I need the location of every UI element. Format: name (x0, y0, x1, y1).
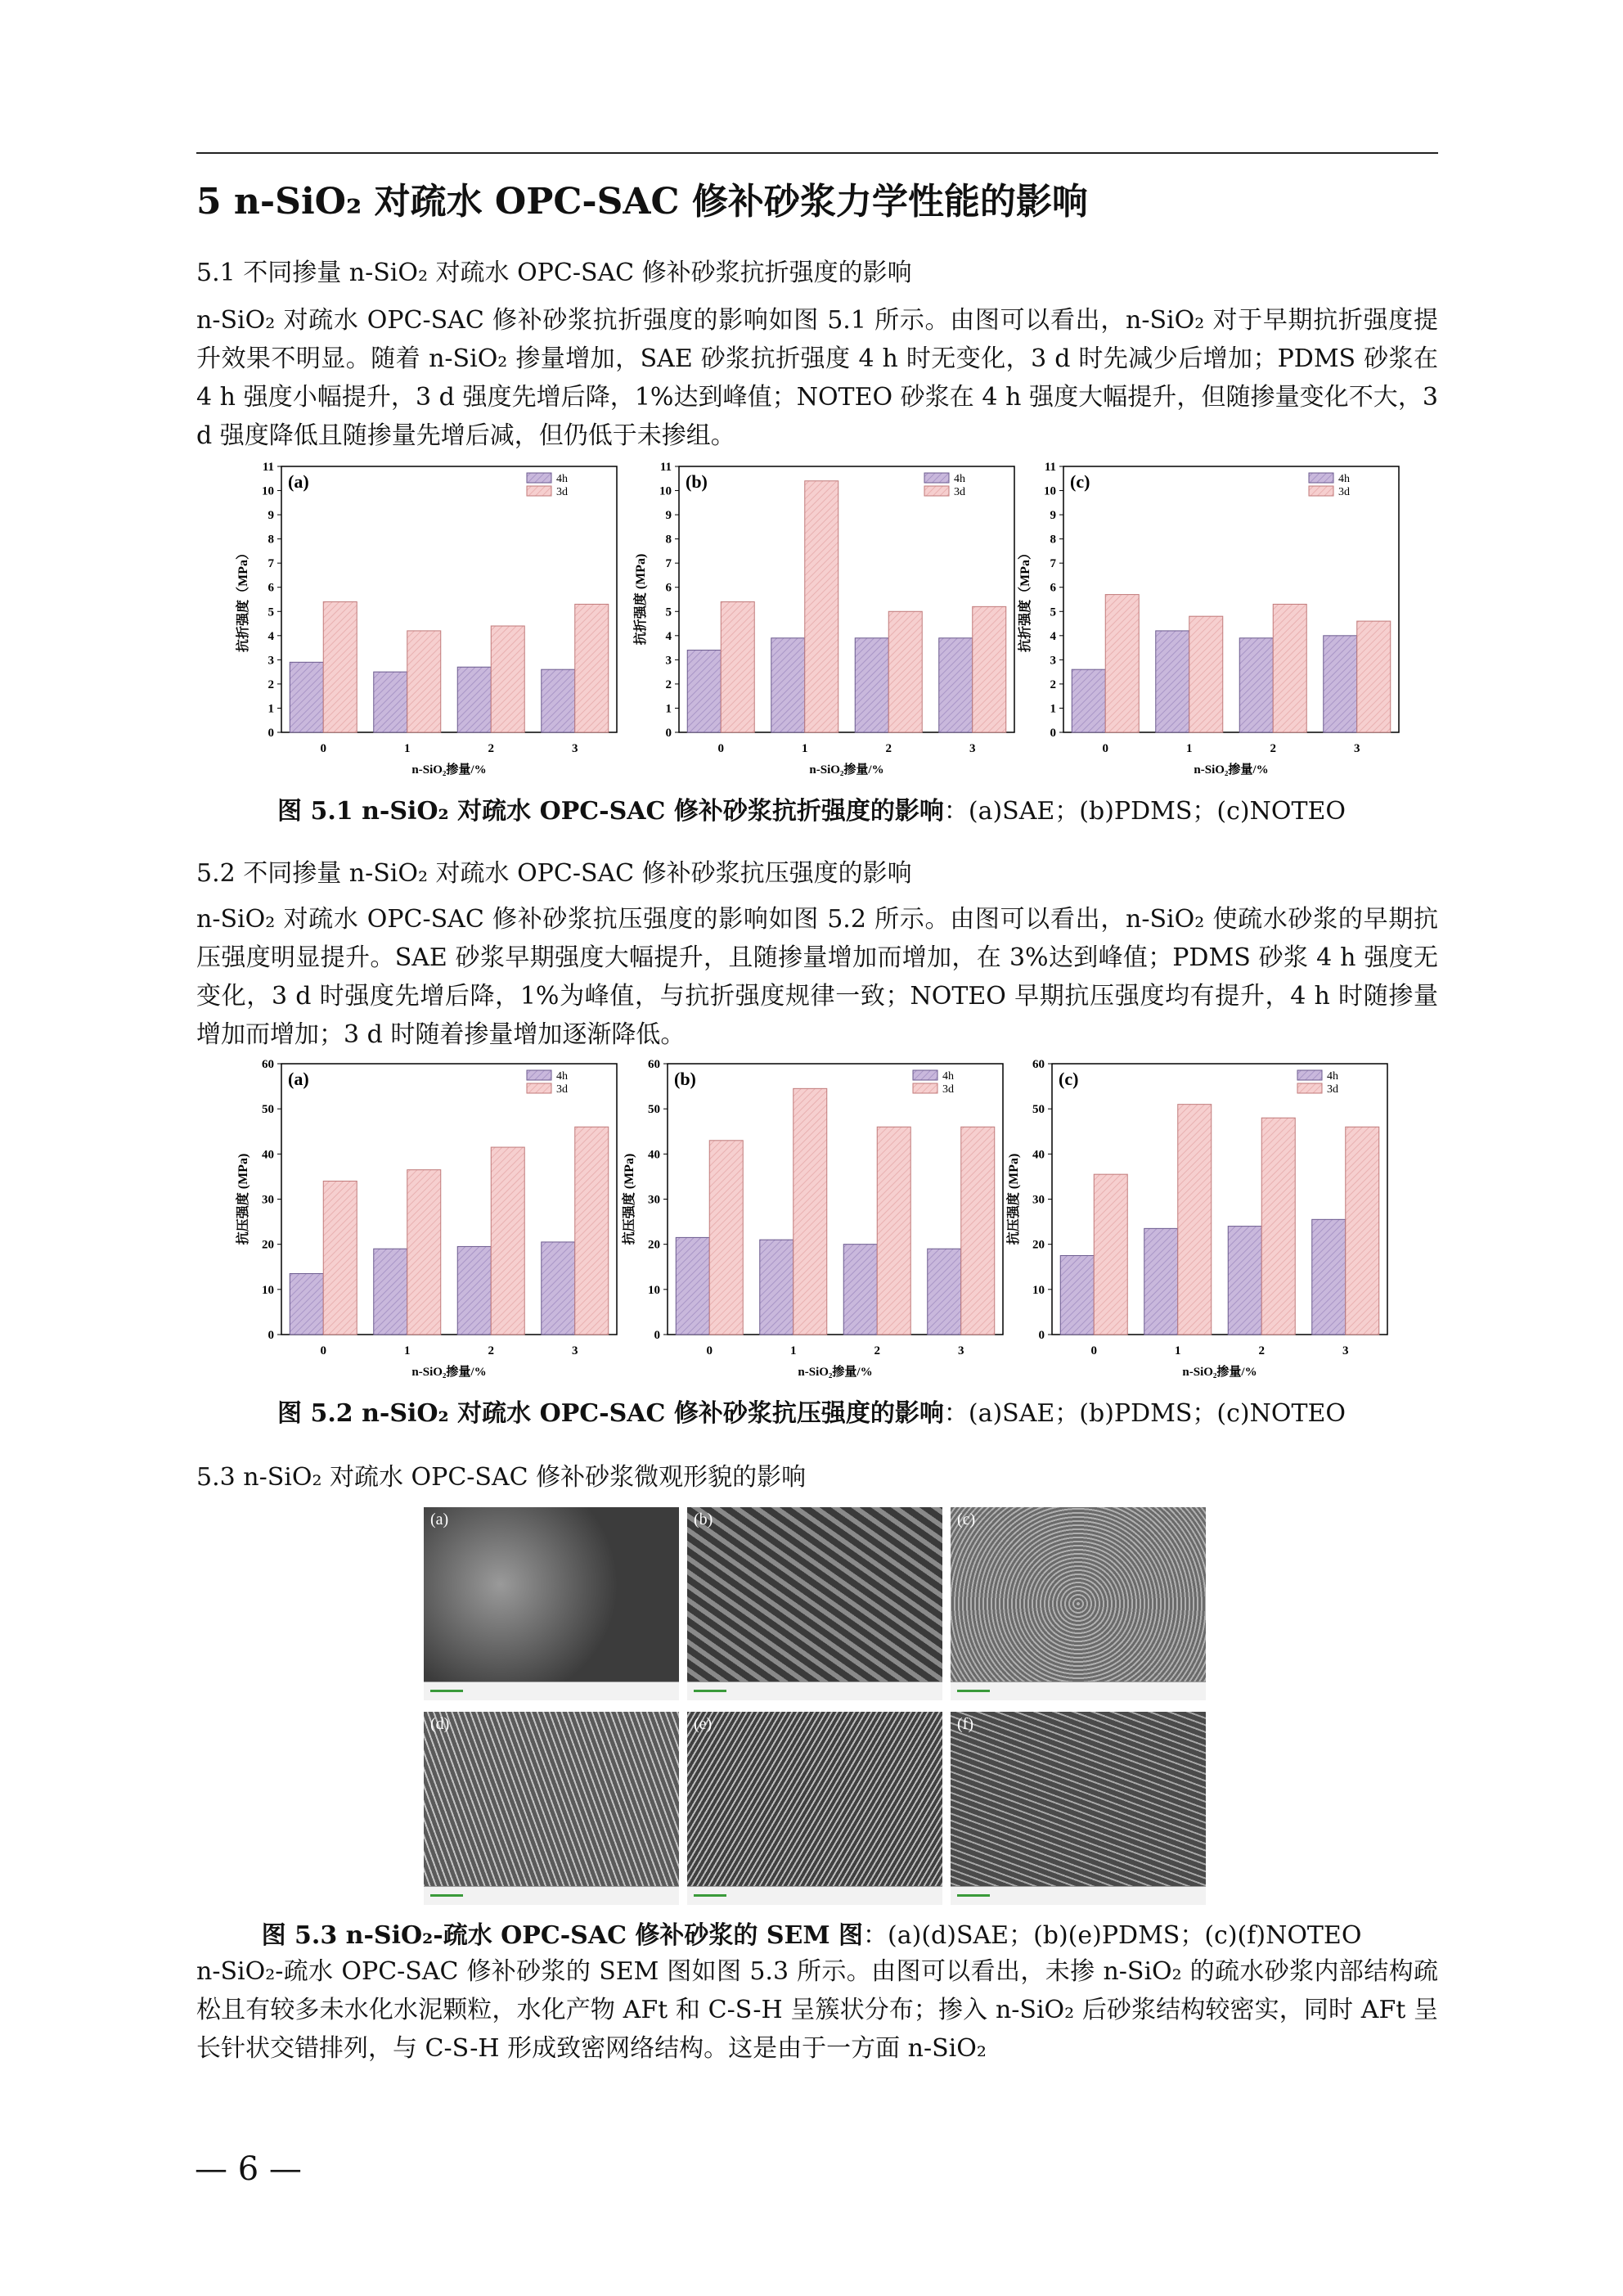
x-tick-label: 3 (1354, 742, 1360, 755)
figure-caption-5-2-bold: 图 5.2 n-SiO₂ 对疏水 OPC-SAC 修补砂浆抗压强度的影响 (277, 1399, 944, 1428)
chart-5-1-b (630, 458, 1023, 786)
figure-caption-5-3-bold: 图 5.3 n-SiO₂-疏水 OPC-SAC 修补砂浆的 SEM 图 (261, 1921, 864, 1950)
bar-3d (1094, 1174, 1127, 1335)
y-tick-label: 0 (268, 727, 274, 740)
chart-5-2-b (618, 1056, 1011, 1388)
legend-label: 3d (556, 1083, 568, 1096)
y-tick-label: 6 (665, 581, 672, 595)
figure-caption-5-3 (0, 1915, 1623, 1951)
legend-label: 4h (556, 1070, 568, 1083)
y-tick-label: 8 (268, 533, 274, 547)
y-tick-label: 20 (262, 1238, 274, 1252)
y-tick-label: 10 (659, 484, 672, 498)
bar-3d (709, 1141, 743, 1335)
x-tick-label: 0 (320, 742, 326, 755)
bar-3d (721, 601, 754, 732)
y-tick-label: 2 (665, 678, 672, 691)
paragraph-5-1: n-SiO₂ 对疏水 OPC-SAC 修补砂浆抗折强度的影响如图 5.1 所示。由图可以看出，n-SiO₂ 对于早期抗折强度提升效果不明显。随着 n-SiO₂ 掺量增加，SAE 砂浆抗折强度 4 h 时无变化，3 d 时先减少后增加；PDMS 砂浆在 4 h 强度小幅提升，3 d 强度先增后降，1%达到峰值；NOTEO 砂浆在 4 h 强度大幅提升，但随掺量变化不大，3 d 强度降低且随掺量先增后减，但仍低于未掺组。 (196, 306, 1438, 450)
x-tick-label: 0 (320, 1344, 326, 1357)
bar-3d (1357, 621, 1391, 732)
bar-4h (374, 672, 407, 732)
sem-label-c: (c) (957, 1510, 976, 1528)
panel-label: (b) (686, 471, 708, 492)
y-tick-label: 7 (665, 557, 672, 571)
bar-4h (760, 1240, 794, 1335)
y-tick-label: 9 (268, 509, 274, 523)
y-tick-label: 10 (648, 1283, 660, 1297)
x-axis-label: n-SiO₂掺量/% (798, 1366, 873, 1379)
y-tick-label: 3 (1050, 654, 1056, 668)
section-title: 5 n-SiO₂ 对疏水 OPC-SAC 修补砂浆力学性能的影响 (196, 181, 1088, 223)
bar-4h (1072, 669, 1105, 732)
y-tick-label: 2 (268, 678, 274, 691)
sem-label-e: (e) (694, 1715, 713, 1733)
figure-caption-5-1-bold: 图 5.1 n-SiO₂ 对疏水 OPC-SAC 修补砂浆抗折强度的影响 (277, 797, 944, 826)
y-axis-label: 抗压强度 (MPa) (1007, 1153, 1021, 1245)
legend-label: 4h (1327, 1070, 1338, 1083)
x-tick-label: 3 (572, 742, 578, 755)
bar-3d (1261, 1118, 1295, 1335)
chart-5-2-a (232, 1056, 625, 1388)
x-axis-label: n-SiO₂掺量/% (1194, 763, 1269, 777)
y-tick-label: 30 (262, 1193, 274, 1207)
y-tick-label: 10 (1032, 1283, 1045, 1297)
bar-4h (928, 1249, 961, 1335)
y-tick-label: 6 (268, 581, 274, 595)
legend-swatch (1297, 1083, 1322, 1093)
y-tick-label: 20 (1032, 1238, 1045, 1252)
figure-caption-5-1-rest: ：(a)SAE；(b)PDMS；(c)NOTEO (943, 797, 1346, 826)
legend-label: 3d (954, 486, 965, 498)
bar-4h (676, 1237, 709, 1335)
sem-info-bar (687, 1681, 942, 1700)
bar-4h (1144, 1228, 1178, 1335)
y-tick-label: 30 (1032, 1193, 1045, 1207)
x-tick-label: 1 (790, 1344, 797, 1357)
sem-image-f (951, 1712, 1206, 1905)
panel-label: (c) (1059, 1069, 1079, 1089)
y-tick-label: 11 (262, 461, 274, 474)
bar-3d (973, 606, 1006, 732)
y-tick-label: 60 (262, 1058, 274, 1071)
legend-label: 3d (942, 1083, 954, 1096)
figure-caption-5-1 (0, 790, 1623, 826)
bar-4h (542, 669, 575, 732)
y-tick-label: 40 (648, 1148, 660, 1162)
bar-3d (1189, 616, 1223, 732)
bar-3d (1346, 1127, 1379, 1335)
sem-label-b: (b) (694, 1510, 713, 1528)
x-tick-label: 1 (1186, 742, 1193, 755)
chart-5-1-c (1014, 458, 1407, 786)
panel-label: (c) (1070, 471, 1090, 492)
bar-4h (1156, 631, 1189, 732)
sem-label-a: (a) (430, 1510, 449, 1528)
legend-label: 4h (954, 473, 965, 485)
x-tick-label: 2 (1270, 742, 1276, 755)
bar-4h (687, 651, 721, 732)
figure-caption-5-2 (0, 1393, 1623, 1429)
x-tick-label: 3 (969, 742, 976, 755)
x-tick-label: 1 (1175, 1344, 1181, 1357)
bar-3d (491, 626, 524, 732)
y-tick-label: 2 (1050, 678, 1056, 691)
y-axis-label: 抗折强度（MPa） (236, 547, 250, 652)
bar-4h (457, 1246, 491, 1335)
bar-4h (1228, 1227, 1261, 1335)
y-tick-label: 0 (1038, 1329, 1045, 1342)
legend-swatch (924, 486, 949, 496)
x-tick-label: 2 (488, 1344, 494, 1357)
legend-swatch (924, 473, 949, 483)
sem-info-bar (424, 1886, 679, 1905)
y-tick-label: 40 (262, 1148, 274, 1162)
bar-3d (961, 1127, 995, 1335)
sem-label-f: (f) (957, 1715, 973, 1733)
bar-4h (855, 638, 888, 732)
y-tick-label: 4 (1050, 629, 1056, 643)
legend-label: 4h (1338, 473, 1350, 485)
y-tick-label: 60 (648, 1058, 660, 1071)
y-axis-label: 抗折强度（MPa） (1018, 547, 1032, 652)
y-tick-label: 1 (268, 702, 274, 716)
y-tick-label: 5 (268, 606, 274, 619)
x-axis-label: n-SiO₂掺量/% (1182, 1366, 1257, 1379)
legend-swatch (527, 473, 551, 483)
bar-3d (323, 601, 357, 732)
figure-caption-5-2-rest: ：(a)SAE；(b)PDMS；(c)NOTEO (943, 1399, 1346, 1428)
y-tick-label: 50 (1032, 1103, 1045, 1117)
x-axis-label: n-SiO₂掺量/% (809, 763, 884, 777)
legend-swatch (527, 1070, 551, 1080)
y-tick-label: 10 (262, 1283, 274, 1297)
x-tick-label: 2 (885, 742, 892, 755)
bar-3d (491, 1147, 524, 1335)
y-tick-label: 0 (268, 1329, 274, 1342)
bar-4h (542, 1242, 575, 1335)
y-tick-label: 1 (665, 702, 672, 716)
y-axis-label: 抗压强度 (MPa) (236, 1153, 250, 1245)
bar-4h (843, 1245, 877, 1335)
x-tick-label: 3 (572, 1344, 578, 1357)
x-tick-label: 2 (874, 1344, 880, 1357)
sem-image-c (951, 1507, 1206, 1700)
y-tick-label: 40 (1032, 1148, 1045, 1162)
y-tick-label: 11 (659, 461, 672, 474)
x-axis-label: n-SiO₂掺量/% (411, 763, 487, 777)
bar-3d (323, 1181, 357, 1335)
bar-3d (1105, 595, 1139, 732)
sem-info-bar (951, 1886, 1206, 1905)
panel-label: (a) (288, 471, 309, 492)
sem-image-b (687, 1507, 942, 1700)
x-tick-label: 0 (706, 1344, 713, 1357)
bar-3d (805, 481, 838, 732)
bar-4h (374, 1249, 407, 1335)
paragraph-5-2: n-SiO₂ 对疏水 OPC-SAC 修补砂浆抗压强度的影响如图 5.2 所示。由图可以看出，n-SiO₂ 使疏水砂浆的早期抗压强度明显提升。SAE 砂浆早期强度大幅提升，且随掺量增加而增加，在 3%达到峰值；PDMS 砂浆 4 h 强度无变化，3 d 时强度先增后降，1%为峰值，与抗折强度规律一致；NOTEO 早期抗压强度均有提升，4 h 时随掺量增加而增加；3 d 时随着掺量增加逐渐降低。 (196, 905, 1438, 1049)
legend-swatch (1297, 1070, 1322, 1080)
x-tick-label: 0 (1090, 1344, 1097, 1357)
chart-5-2-c (1003, 1056, 1396, 1388)
y-tick-label: 3 (665, 654, 672, 668)
x-tick-label: 3 (958, 1344, 964, 1357)
y-tick-label: 50 (648, 1103, 660, 1117)
legend-swatch (527, 486, 551, 496)
bar-3d (1178, 1105, 1212, 1335)
sem-info-bar (687, 1886, 942, 1905)
y-tick-label: 60 (1032, 1058, 1045, 1071)
bar-4h (290, 1274, 323, 1335)
x-tick-label: 1 (404, 1344, 411, 1357)
bar-4h (771, 638, 805, 732)
bar-4h (1312, 1219, 1346, 1335)
bar-4h (1239, 638, 1273, 732)
y-axis-label: 抗折强度 (MPa) (634, 553, 648, 646)
sem-info-bar (424, 1681, 679, 1700)
y-tick-label: 5 (1050, 606, 1056, 619)
y-tick-label: 8 (665, 533, 672, 547)
sem-image-d (424, 1712, 679, 1905)
bar-3d (407, 631, 441, 732)
bar-3d (794, 1088, 827, 1335)
y-tick-label: 10 (262, 484, 274, 498)
bar-3d (888, 611, 922, 732)
sem-image-a (424, 1507, 679, 1700)
legend-swatch (1309, 473, 1333, 483)
bar-3d (877, 1127, 910, 1335)
top-rule (196, 152, 1438, 154)
y-tick-label: 7 (1050, 557, 1056, 571)
y-tick-label: 4 (268, 629, 274, 643)
y-tick-label: 7 (268, 557, 274, 571)
paragraph-5-3: n-SiO₂-疏水 OPC-SAC 修补砂浆的 SEM 图如图 5.3 所示。由图可以看出，未掺 n-SiO₂ 的疏水砂浆内部结构疏松且有较多未水化水泥颗粒，水化产物 AFt 和 C-S-H 呈簇状分布；掺入 n-SiO₂ 后砂浆结构较密实，同时 AFt 呈长针状交错排列，与 C-S-H 形成致密网络结构。这是由于一方面 n-SiO₂ (196, 1957, 1439, 2063)
y-axis-label: 抗压强度 (MPa) (623, 1153, 636, 1245)
sem-info-bar (951, 1681, 1206, 1700)
y-tick-label: 30 (648, 1193, 660, 1207)
legend-swatch (527, 1083, 551, 1093)
y-tick-label: 0 (654, 1329, 660, 1342)
sem-label-d: (d) (430, 1715, 450, 1733)
x-axis-label: n-SiO₂掺量/% (411, 1366, 487, 1379)
sem-figure (424, 1507, 1209, 1905)
y-tick-label: 8 (1050, 533, 1056, 547)
subsection-heading-5-2: 5.2 不同掺量 n-SiO₂ 对疏水 OPC-SAC 修补砂浆抗压强度的影响 (196, 859, 912, 888)
bar-3d (407, 1170, 441, 1335)
x-tick-label: 1 (802, 742, 808, 755)
y-tick-label: 4 (665, 629, 672, 643)
subsection-heading-5-3: 5.3 n-SiO₂ 对疏水 OPC-SAC 修补砂浆微观形貌的影响 (196, 1463, 807, 1492)
legend-label: 3d (1327, 1083, 1338, 1096)
y-tick-label: 5 (665, 606, 672, 619)
x-tick-label: 2 (1258, 1344, 1265, 1357)
x-tick-label: 0 (717, 742, 724, 755)
bar-3d (575, 604, 609, 732)
y-tick-label: 9 (665, 509, 672, 523)
y-tick-label: 10 (1044, 484, 1056, 498)
x-tick-label: 3 (1342, 1344, 1349, 1357)
y-tick-label: 0 (1050, 727, 1056, 740)
bar-4h (1324, 636, 1357, 732)
y-tick-label: 3 (268, 654, 274, 668)
y-tick-label: 6 (1050, 581, 1056, 595)
legend-swatch (913, 1083, 937, 1093)
bar-4h (290, 662, 323, 732)
bar-3d (1273, 604, 1306, 732)
y-tick-label: 50 (262, 1103, 274, 1117)
figure-caption-5-3-rest: ：(a)(d)SAE；(b)(e)PDMS；(c)(f)NOTEO (863, 1921, 1362, 1950)
bar-4h (939, 638, 973, 732)
y-tick-label: 20 (648, 1238, 660, 1252)
legend-swatch (913, 1070, 937, 1080)
panel-label: (a) (288, 1069, 309, 1089)
x-tick-label: 1 (404, 742, 411, 755)
y-tick-label: 9 (1050, 509, 1056, 523)
subsection-heading-5-1: 5.1 不同掺量 n-SiO₂ 对疏水 OPC-SAC 修补砂浆抗折强度的影响 (196, 259, 912, 287)
bar-4h (457, 667, 491, 732)
legend-label: 3d (1338, 486, 1350, 498)
legend-label: 4h (942, 1070, 954, 1083)
y-tick-label: 1 (1050, 702, 1056, 716)
legend-swatch (1309, 486, 1333, 496)
chart-5-1-a (232, 458, 625, 786)
legend-label: 4h (556, 473, 568, 485)
x-tick-label: 0 (1102, 742, 1108, 755)
y-tick-label: 11 (1044, 461, 1056, 474)
bar-4h (1060, 1255, 1094, 1335)
panel-label: (b) (674, 1069, 696, 1089)
legend-label: 3d (556, 486, 568, 498)
sem-image-e (687, 1712, 942, 1905)
y-tick-label: 0 (665, 727, 672, 740)
x-tick-label: 2 (488, 742, 494, 755)
page-number: — 6 — (195, 2150, 302, 2188)
bar-3d (575, 1127, 609, 1335)
